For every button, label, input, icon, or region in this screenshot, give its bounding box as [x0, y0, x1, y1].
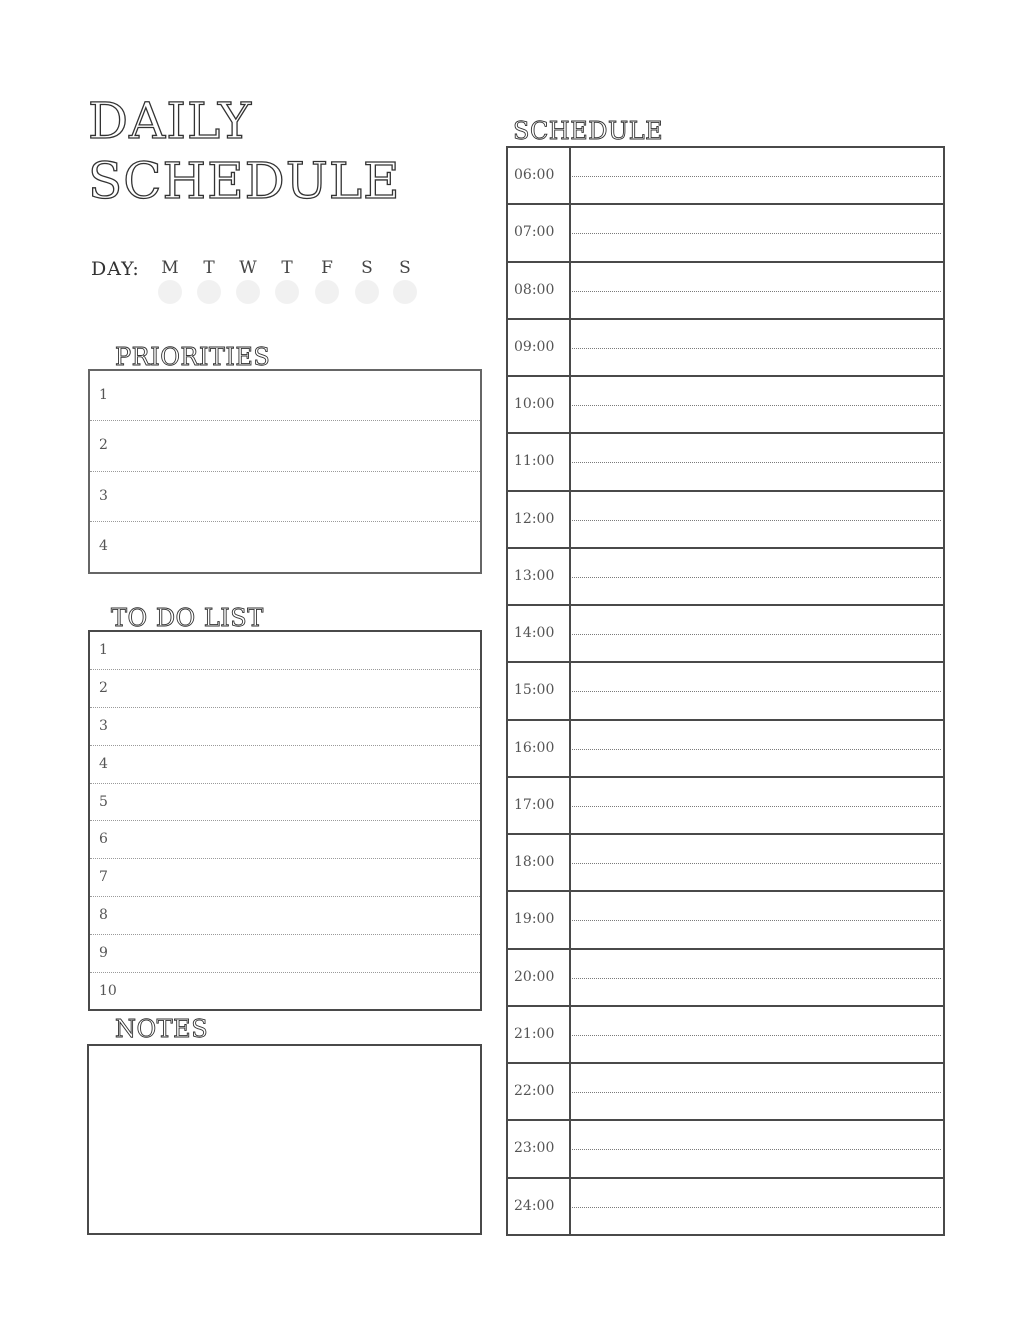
- day-option-friday[interactable]: [313, 258, 341, 304]
- schedule-half-hour-line: [572, 405, 941, 406]
- schedule-row[interactable]: [508, 1064, 943, 1121]
- schedule-row[interactable]: [508, 892, 943, 949]
- schedule-time-label: 17:00: [514, 796, 555, 813]
- schedule-divider: [569, 1179, 571, 1236]
- todo-row[interactable]: [90, 897, 480, 935]
- day-checkbox[interactable]: [393, 280, 417, 304]
- day-checkbox[interactable]: [315, 280, 339, 304]
- schedule-divider: [569, 549, 571, 604]
- schedule-half-hour-line: [572, 291, 941, 292]
- schedule-time-label: 18:00: [514, 854, 555, 870]
- day-letter: S: [399, 258, 411, 278]
- day-checkbox[interactable]: [158, 280, 182, 304]
- priority-row[interactable]: [90, 371, 480, 421]
- schedule-row[interactable]: [508, 549, 943, 606]
- day-option-wednesday[interactable]: [234, 258, 262, 304]
- schedule-time-label: 11:00: [514, 453, 555, 470]
- day-option-tuesday[interactable]: [195, 258, 223, 304]
- schedule-divider: [569, 950, 571, 1005]
- row-number: 2: [99, 679, 108, 696]
- schedule-time-label: 07:00: [514, 224, 555, 241]
- schedule-time-label: 10:00: [514, 396, 555, 412]
- todo-row[interactable]: [90, 632, 480, 670]
- schedule-time-label: 14:00: [514, 625, 555, 641]
- schedule-half-hour-line: [572, 978, 941, 979]
- schedule-half-hour-line: [572, 634, 941, 635]
- row-number: 3: [99, 717, 108, 734]
- schedule-time-label: 09:00: [514, 338, 555, 355]
- schedule-row[interactable]: [508, 1179, 943, 1236]
- schedule-row[interactable]: [508, 835, 943, 892]
- priorities-list: [88, 369, 482, 574]
- schedule-row[interactable]: [508, 492, 943, 549]
- schedule-row[interactable]: [508, 721, 943, 778]
- schedule-divider: [569, 835, 571, 890]
- schedule-half-hour-line: [572, 863, 941, 864]
- day-letter: F: [321, 258, 333, 278]
- todo-row[interactable]: [90, 973, 480, 1011]
- schedule-divider: [569, 320, 571, 375]
- schedule-row[interactable]: [508, 663, 943, 720]
- schedule-time-label: 15:00: [514, 682, 555, 699]
- schedule-time-label: 23:00: [514, 1140, 555, 1157]
- schedule-grid: [506, 146, 945, 1236]
- page-title-line-2: SCHEDULE: [88, 152, 401, 210]
- priority-row[interactable]: [90, 421, 480, 471]
- schedule-divider: [569, 492, 571, 547]
- schedule-time-label: 21:00: [514, 1025, 555, 1042]
- page-title-line-1: DAILY: [88, 92, 252, 150]
- schedule-half-hour-line: [572, 233, 941, 234]
- schedule-time-label: 20:00: [514, 968, 555, 985]
- schedule-divider: [569, 263, 571, 318]
- schedule-time-label: 13:00: [514, 567, 555, 584]
- schedule-row[interactable]: [508, 1007, 943, 1064]
- schedule-half-hour-line: [572, 462, 941, 463]
- schedule-divider: [569, 1064, 571, 1119]
- schedule-row[interactable]: [508, 320, 943, 377]
- day-checkbox[interactable]: [236, 280, 260, 304]
- todo-row[interactable]: [90, 935, 480, 973]
- schedule-time-label: 22:00: [514, 1083, 555, 1099]
- schedule-time-label: 08:00: [514, 281, 555, 298]
- schedule-row[interactable]: [508, 606, 943, 663]
- row-number: 7: [99, 869, 108, 886]
- schedule-half-hour-line: [572, 806, 941, 807]
- schedule-row[interactable]: [508, 263, 943, 320]
- todo-row[interactable]: [90, 746, 480, 784]
- day-letter: W: [239, 258, 257, 278]
- schedule-divider: [569, 892, 571, 947]
- schedule-row[interactable]: [508, 205, 943, 262]
- row-number: 9: [99, 945, 108, 962]
- schedule-half-hour-line: [572, 1092, 941, 1093]
- todo-row[interactable]: [90, 821, 480, 859]
- row-number: 4: [99, 537, 108, 554]
- schedule-row[interactable]: [508, 377, 943, 434]
- schedule-row[interactable]: [508, 950, 943, 1007]
- notes-title: NOTES: [115, 1015, 209, 1043]
- todo-row[interactable]: [90, 670, 480, 708]
- schedule-half-hour-line: [572, 348, 941, 349]
- row-number: 5: [99, 793, 108, 810]
- schedule-half-hour-line: [572, 1149, 941, 1150]
- schedule-time-label: 19:00: [514, 911, 555, 928]
- todo-list: [88, 630, 482, 1011]
- schedule-half-hour-line: [572, 577, 941, 578]
- schedule-row[interactable]: [508, 1121, 943, 1178]
- priority-row[interactable]: [90, 522, 480, 572]
- schedule-time-label: 24:00: [514, 1197, 555, 1214]
- schedule-half-hour-line: [572, 920, 941, 921]
- schedule-time-label: 06:00: [514, 167, 555, 183]
- day-option-thursday[interactable]: [273, 258, 301, 304]
- todo-row[interactable]: [90, 784, 480, 822]
- schedule-half-hour-line: [572, 1207, 941, 1208]
- todo-row[interactable]: [90, 859, 480, 897]
- priority-row[interactable]: [90, 472, 480, 522]
- schedule-divider: [569, 1007, 571, 1062]
- day-letter: S: [361, 258, 373, 278]
- row-number: 3: [99, 487, 108, 504]
- schedule-row[interactable]: [508, 434, 943, 491]
- row-number: 4: [99, 755, 108, 772]
- schedule-time-label: 16:00: [514, 739, 555, 756]
- schedule-divider: [569, 434, 571, 489]
- row-number: 10: [99, 983, 117, 1000]
- day-checkbox[interactable]: [275, 280, 299, 304]
- schedule-half-hour-line: [572, 1035, 941, 1036]
- todo-row[interactable]: [90, 708, 480, 746]
- day-letter: T: [203, 258, 215, 278]
- day-label: DAY:: [91, 258, 140, 280]
- day-option-monday[interactable]: [156, 258, 184, 304]
- schedule-title: SCHEDULE: [513, 117, 664, 145]
- row-number: 8: [99, 907, 108, 924]
- schedule-half-hour-line: [572, 176, 941, 177]
- schedule-divider: [569, 606, 571, 661]
- schedule-divider: [569, 663, 571, 718]
- notes-area[interactable]: [87, 1044, 482, 1235]
- schedule-half-hour-line: [572, 749, 941, 750]
- schedule-half-hour-line: [572, 691, 941, 692]
- day-option-saturday[interactable]: [353, 258, 381, 304]
- day-letter: M: [161, 258, 179, 278]
- day-option-sunday[interactable]: [391, 258, 419, 304]
- schedule-half-hour-line: [572, 520, 941, 521]
- row-number: 6: [99, 831, 108, 848]
- schedule-divider: [569, 1121, 571, 1176]
- todo-title: TO DO LIST: [111, 604, 264, 632]
- day-letter: T: [281, 258, 293, 278]
- row-number: 1: [99, 387, 108, 403]
- schedule-divider: [569, 778, 571, 833]
- row-number: 2: [99, 437, 108, 454]
- schedule-divider: [569, 377, 571, 432]
- schedule-divider: [569, 721, 571, 776]
- schedule-row[interactable]: [508, 148, 943, 205]
- schedule-divider: [569, 148, 571, 203]
- schedule-divider: [569, 205, 571, 260]
- priorities-title: PRIORITIES: [115, 343, 271, 371]
- day-checkbox[interactable]: [197, 280, 221, 304]
- schedule-row[interactable]: [508, 778, 943, 835]
- day-checkbox[interactable]: [355, 280, 379, 304]
- row-number: 1: [99, 642, 108, 658]
- schedule-time-label: 12:00: [514, 510, 555, 527]
